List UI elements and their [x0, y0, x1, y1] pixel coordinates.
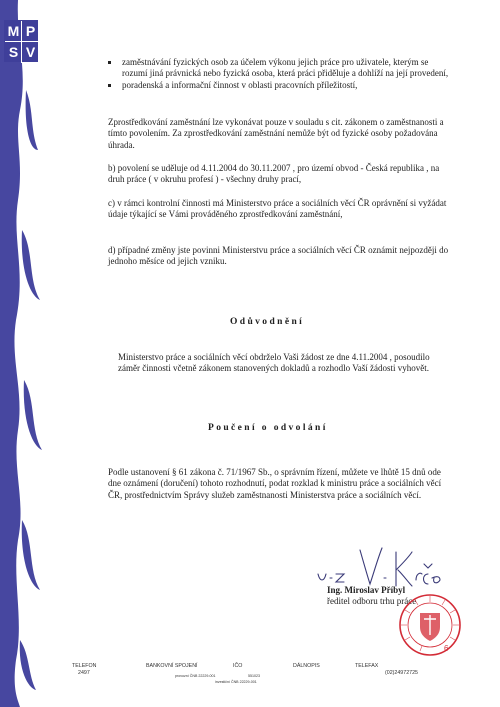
- bullet-icon: [108, 61, 111, 64]
- list-item: [108, 80, 453, 91]
- heading-appeal: Poučení o odvolání: [208, 423, 328, 433]
- footer-ico-label: IČO: [233, 663, 243, 669]
- paragraph-control: c) v rámci kontrolní činnosti má Ministerstvo práce a sociálních věcí ČR oprávnění si vyžádat údaje týkající se Vámi prováděného zprostředkování zaměstnání,: [108, 198, 447, 220]
- stamp-number: 6: [444, 644, 449, 653]
- paragraph-validity: b) povolení se uděluje od 4.11.2004 do 30.11.2007 , pro území obvod - Česká republika , na druh práce ( v okruhu profesí ) - všechny druhy prací,: [108, 163, 440, 185]
- footer-phone-label: TELEFON: [72, 663, 97, 669]
- footer-ico-value: 551023: [248, 674, 260, 678]
- list-item-text: zaměstnávání fyzických osob za účelem výkonu jejich práce pro uživatele, kterým se rozumí jiná právnická nebo fyzická osoba, která práci přiděluje a dohlíží na její provedení,: [122, 57, 449, 79]
- list-item-text: poradenská a informační činnost v oblasti pracovních příležitostí,: [122, 79, 358, 90]
- paragraph-changes: d) případné změny jste povinni Ministerstvu práce a sociálních věcí ČR oznámit nejpozději do jednoho měsíce od jejich vzniku.: [108, 245, 449, 267]
- list-item: [108, 57, 453, 80]
- logo-letter: M: [7, 23, 20, 39]
- logo-letter: V: [25, 44, 36, 60]
- logo-letter: P: [25, 23, 36, 39]
- footer-telex-label: DÁLNOPIS: [293, 663, 320, 669]
- paragraph-conditions: Zprostředkování zaměstnání lze vykonávat pouze v souladu s cit. zákonem o zaměstnanosti a tímto povolením. Za zprostředkování zaměstnání nemůže být od fyzické osoby požadována úhrada.: [108, 117, 444, 150]
- activity-list: [108, 57, 453, 91]
- footer-bank-line2: investiční ČNB 22229-001: [215, 680, 257, 684]
- footer-phone-value: 2497: [78, 670, 90, 676]
- footer-bank-line1: provozní ČNB 22229-001: [175, 674, 216, 678]
- footer-fax-value: (02)24972725: [385, 670, 418, 676]
- paragraph-reasoning: Ministerstvo práce a sociálních věcí obdrželo Vaši žádost ze dne 4.11.2004 , posoudilo záměr činnosti včetně zákonem stanovených dokladů a rozhodlo Vaší žádosti vyhovět.: [118, 352, 430, 374]
- signatory-name: Ing. Miroslav Příbyl: [327, 585, 406, 595]
- signatory-role: ředitel odboru trhu práce: [327, 596, 417, 606]
- logo-letter: S: [8, 44, 19, 60]
- footer-fax-label: TELEFAX: [355, 663, 379, 669]
- footer-bank-label: BANKOVNÍ SPOJENÍ: [146, 663, 198, 669]
- official-stamp: [398, 593, 462, 657]
- paragraph-appeal: Podle ustanovení § 61 zákona č. 71/1967 Sb., o správním řízení, můžete ve lhůtě 15 dnů ode dne oznámení (doručení) tohoto rozhodnutí, podat rozklad k ministru práce a sociálních věcí ČR, prostřednictvím Správy služeb zaměstnanosti Ministerstva práce a sociálních věcí.: [108, 467, 442, 500]
- heading-reasoning: Odůvodnění: [230, 317, 305, 327]
- bullet-icon: [108, 84, 111, 87]
